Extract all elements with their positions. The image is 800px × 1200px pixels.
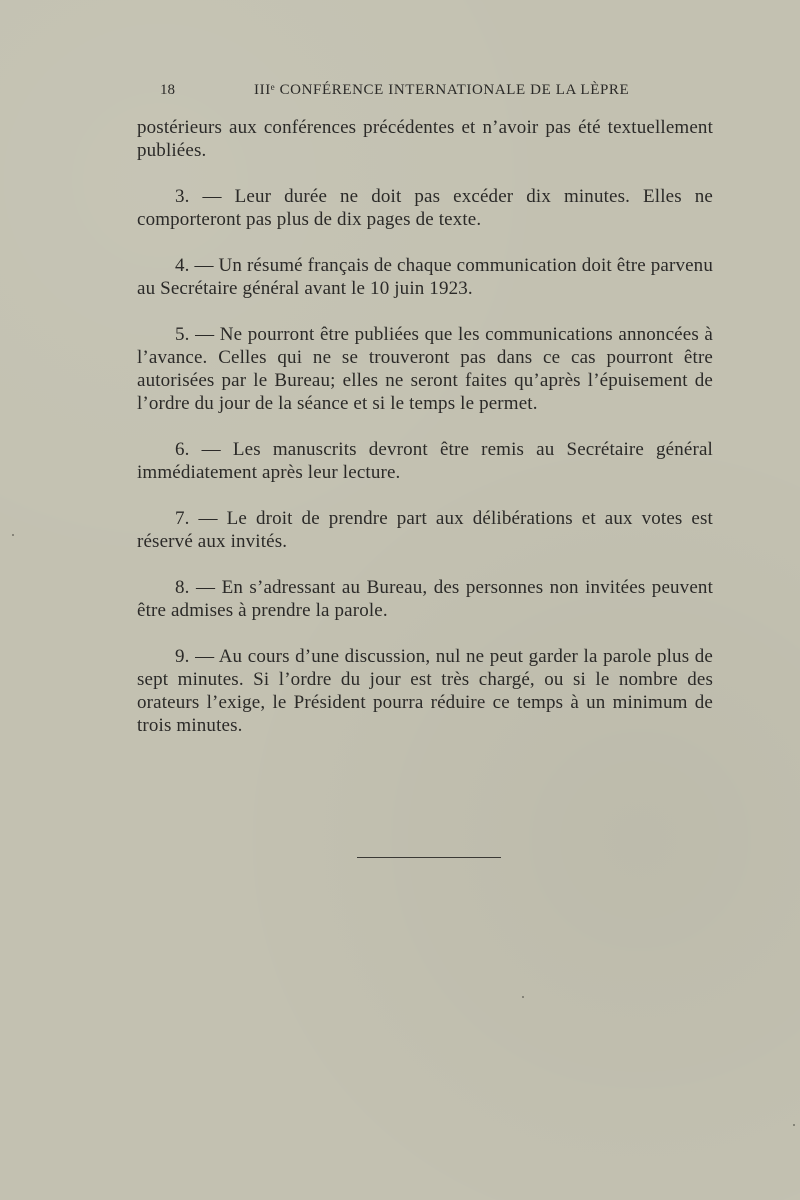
paper-speck — [522, 996, 524, 998]
page-header — [160, 82, 720, 106]
rule-item-4: 4. — Un résumé français de chaque communication doit être parvenu au Secrétaire général avant le 10 juin 1923. — [137, 255, 713, 299]
rule-item-8: 8. — En s’adressant au Bureau, des personnes non invitées peuvent être admises à prendre la parole. — [137, 577, 713, 621]
running-title: IIIᵉ CONFÉRENCE INTERNATIONALE DE LA LÈPRE — [254, 82, 630, 98]
main-text — [137, 116, 713, 737]
rule-item-6: 6. — Les manuscrits devront être remis au Secrétaire général immédiatement après leur lecture. — [137, 439, 713, 483]
rule-item-5: 5. — Ne pourront être publiées que les communications annoncées à l’avance. Celles qui ne se trouveront pas dans ce cas pourront être autorisées par le Bureau; elles ne seront faites qu’après l’épuisement de l’ordre du jour de la séance et si le temps le permet. — [137, 324, 713, 414]
section-divider-rule — [357, 857, 501, 858]
rule-item-7: 7. — Le droit de prendre part aux délibérations et aux votes est réservé aux invités. — [137, 508, 713, 552]
rule-item-3: 3. — Leur durée ne doit pas excéder dix minutes. Elles ne comporteront pas plus de dix pages de texte. — [137, 186, 713, 230]
paper-speck — [793, 1124, 795, 1126]
rule-item-9: 9. — Au cours d’une discussion, nul ne peut garder la parole plus de sept minutes. Si l’ordre du jour est très chargé, ou si le nombre des orateurs l’exige, le Président pourra réduire ce temps à un minimum de trois minutes. — [137, 646, 713, 736]
intro-paragraph: postérieurs aux conférences précédentes et n’avoir pas été textuellement publiées. — [137, 117, 713, 161]
page-number: 18 — [160, 82, 175, 98]
paper-speck — [12, 534, 14, 536]
